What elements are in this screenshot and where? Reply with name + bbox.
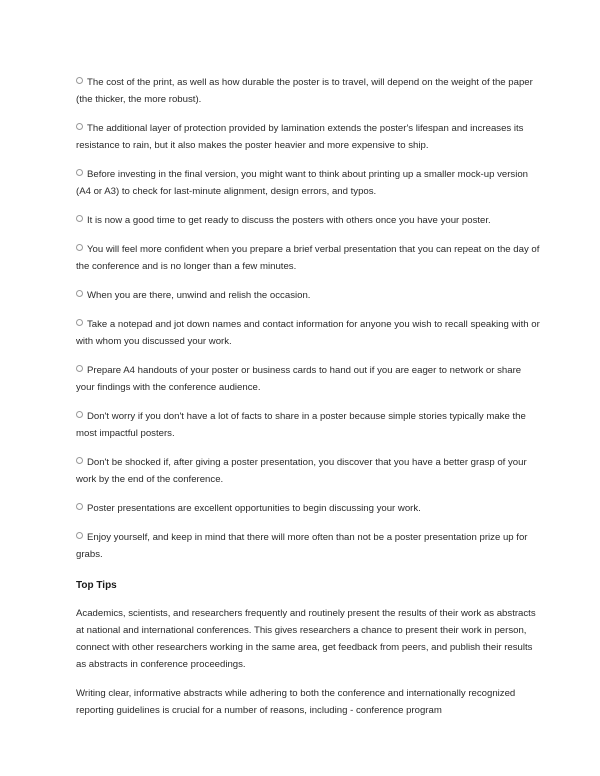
list-item-text: Before investing in the final version, you might want to think about printing up a smaller mock-up version (A4 or A3) to check for last-minute alignment, design errors, and typos. xyxy=(76,169,529,197)
list-item xyxy=(76,166,540,200)
list-item xyxy=(76,120,540,154)
bullet-circle-icon xyxy=(76,215,83,222)
list-item-text: Don't worry if you don't have a lot of facts to share in a poster because simple stories typically make the most impactful posters. xyxy=(76,411,526,439)
list-item-text: Take a notepad and jot down names and contact information for anyone you wish to recall speaking with or with whom you discussed your work. xyxy=(76,319,540,347)
bullet-circle-icon xyxy=(76,123,83,130)
list-item-text: When you are there, unwind and relish the occasion. xyxy=(87,290,311,301)
bullet-circle-icon xyxy=(76,290,83,297)
list-item-text: Don't be shocked if, after giving a poster presentation, you discover that you have a better grasp of your work by the end of the conference. xyxy=(76,457,527,485)
bullet-circle-icon xyxy=(76,169,83,176)
body-paragraph: Academics, scientists, and researchers frequently and routinely present the results of their work as abstracts at national and international conferences. This gives researchers a chance to present their work in person, connect with other researchers working in the same area, get feedback from peers, and publish their results as abstracts in conference proceedings. xyxy=(76,608,536,670)
body-paragraph: Writing clear, informative abstracts while adhering to both the conference and internationally recognized reporting guidelines is crucial for a number of reasons, including - conference program xyxy=(76,688,516,716)
list-item xyxy=(76,529,540,563)
list-item xyxy=(76,500,540,517)
list-item-text: Prepare A4 handouts of your poster or business cards to hand out if you are eager to network or share your findings with the conference audience. xyxy=(76,365,522,393)
bullet-circle-icon xyxy=(76,365,83,372)
list-item xyxy=(76,212,540,229)
list-item xyxy=(76,287,540,304)
bullet-circle-icon xyxy=(76,411,83,418)
list-item-text: You will feel more confident when you prepare a brief verbal presentation that you can repeat on the day of the conference and is no longer than a few minutes. xyxy=(76,244,540,272)
list-item xyxy=(76,454,540,488)
list-item xyxy=(76,241,540,275)
bullet-circle-icon xyxy=(76,457,83,464)
list-item xyxy=(76,74,540,108)
section-heading: Top Tips xyxy=(76,580,117,591)
list-item-text: Enjoy yourself, and keep in mind that there will more often than not be a poster presentation prize up for grabs. xyxy=(76,532,528,560)
bullet-circle-icon xyxy=(76,319,83,326)
list-item-text: Poster presentations are excellent opportunities to begin discussing your work. xyxy=(87,503,421,514)
list-item xyxy=(76,408,540,442)
bullet-circle-icon xyxy=(76,77,83,84)
tips-bullet-list xyxy=(76,74,540,563)
bullet-circle-icon xyxy=(76,244,83,251)
list-item-text: The additional layer of protection provided by lamination extends the poster's lifespan and increases its resistance to rain, but it also makes the poster heavier and more expensive to ship. xyxy=(76,123,524,151)
bullet-circle-icon xyxy=(76,503,83,510)
bullet-circle-icon xyxy=(76,532,83,539)
list-item-text: The cost of the print, as well as how durable the poster is to travel, will depend on the weight of the paper (the thicker, the more robust). xyxy=(76,77,533,105)
list-item xyxy=(76,316,540,350)
list-item-text: It is now a good time to get ready to discuss the posters with others once you have your poster. xyxy=(87,215,491,226)
list-item xyxy=(76,362,540,396)
